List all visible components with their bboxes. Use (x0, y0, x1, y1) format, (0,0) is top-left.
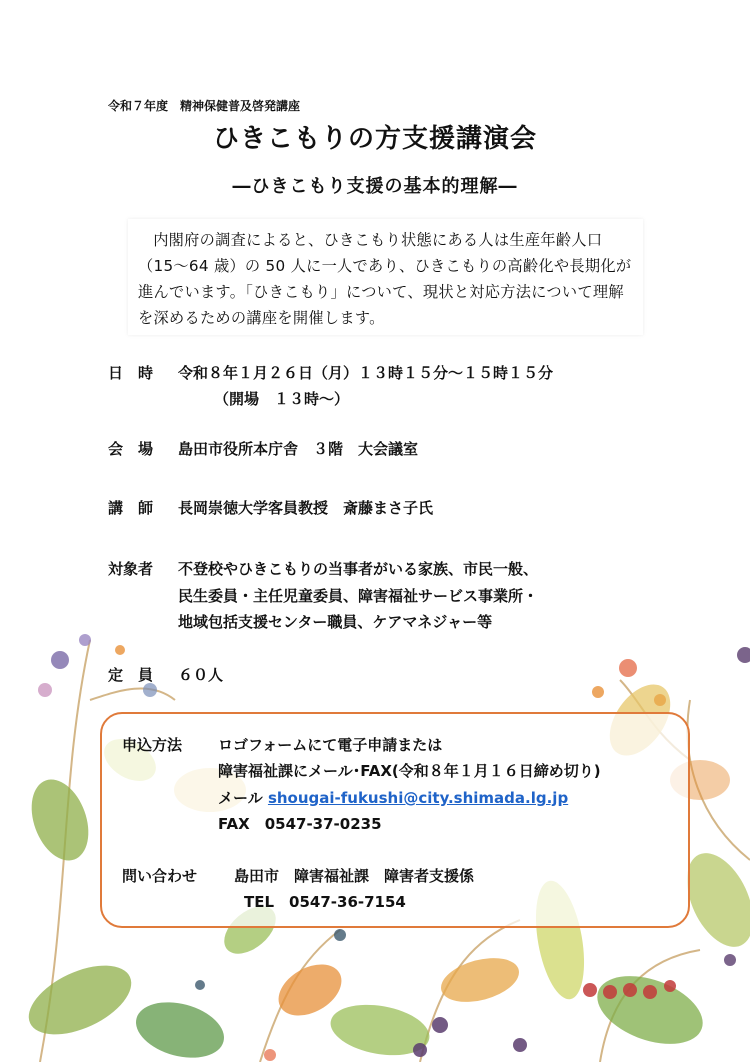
application-box (100, 712, 690, 928)
audience-line2: 民生委員・主任児童委員、障害福祉サービス事業所・ (178, 587, 539, 605)
series-label: 令和７年度 精神保健普及啓発講座 (108, 99, 301, 113)
venue-label: 会 場 (108, 440, 154, 458)
email-link[interactable]: shougai-fukushi@city.shimada.lg.jp (267, 789, 569, 807)
lecturer-value: 長岡崇徳大学客員教授 斎藤まさ子氏 (178, 499, 434, 517)
mail-line (218, 787, 568, 808)
capacity-label: 定 員 (108, 666, 154, 684)
venue-row (108, 436, 418, 462)
datetime-note: （開場 １３時～） (214, 390, 350, 408)
datetime-value: 令和８年１月２６日（月）１３時１５分～１５時１５分 (178, 364, 554, 382)
lecturer-label: 講 師 (108, 499, 154, 517)
contact-label: 問い合わせ (122, 867, 198, 885)
datetime-label: 日 時 (108, 364, 154, 382)
application-line1: ロゴフォームにて電子申請または (218, 736, 443, 754)
audience-line1: 不登校やひきこもりの当事者がいる家族、市民一般、 (178, 560, 539, 578)
audience-label: 対象者 (108, 560, 154, 578)
fax-number: FAX 0547-37-0235 (218, 815, 382, 833)
audience-line3: 地域包括支援センター職員、ケアマネジャー等 (178, 613, 493, 631)
application-label: 申込方法 (122, 736, 183, 754)
tel-number: TEL 0547-36-7154 (244, 893, 406, 911)
intro-box (128, 219, 643, 335)
contact-value: 島田市 障害福祉課 障害者支援係 (234, 867, 475, 885)
lecturer-row (108, 495, 433, 521)
datetime-row (108, 360, 553, 386)
capacity-value: ６０人 (178, 666, 224, 684)
audience-row (108, 556, 538, 582)
venue-value: 島田市役所本庁舎 ３階 大会議室 (178, 440, 419, 458)
mail-label: メール (218, 789, 263, 807)
event-subtitle: ―ひきこもり支援の基本的理解― (232, 176, 518, 197)
capacity-row (108, 662, 223, 688)
event-title: ひきこもりの方支援講演会 (212, 124, 537, 154)
intro-text: 内閣府の調査によると、ひきこもり状態にある人は生産年齢人口（15～64 歳）の 50 人に一人であり、ひきこもりの高齢化や長期化が進んでいます。「ひきこもり」について、現状と対応方法について理解を深めるための講座を開催します。 (138, 231, 632, 327)
application-line2: 障害福祉課にメール･FAX(令和８年１月１６日締め切り) (218, 762, 601, 780)
